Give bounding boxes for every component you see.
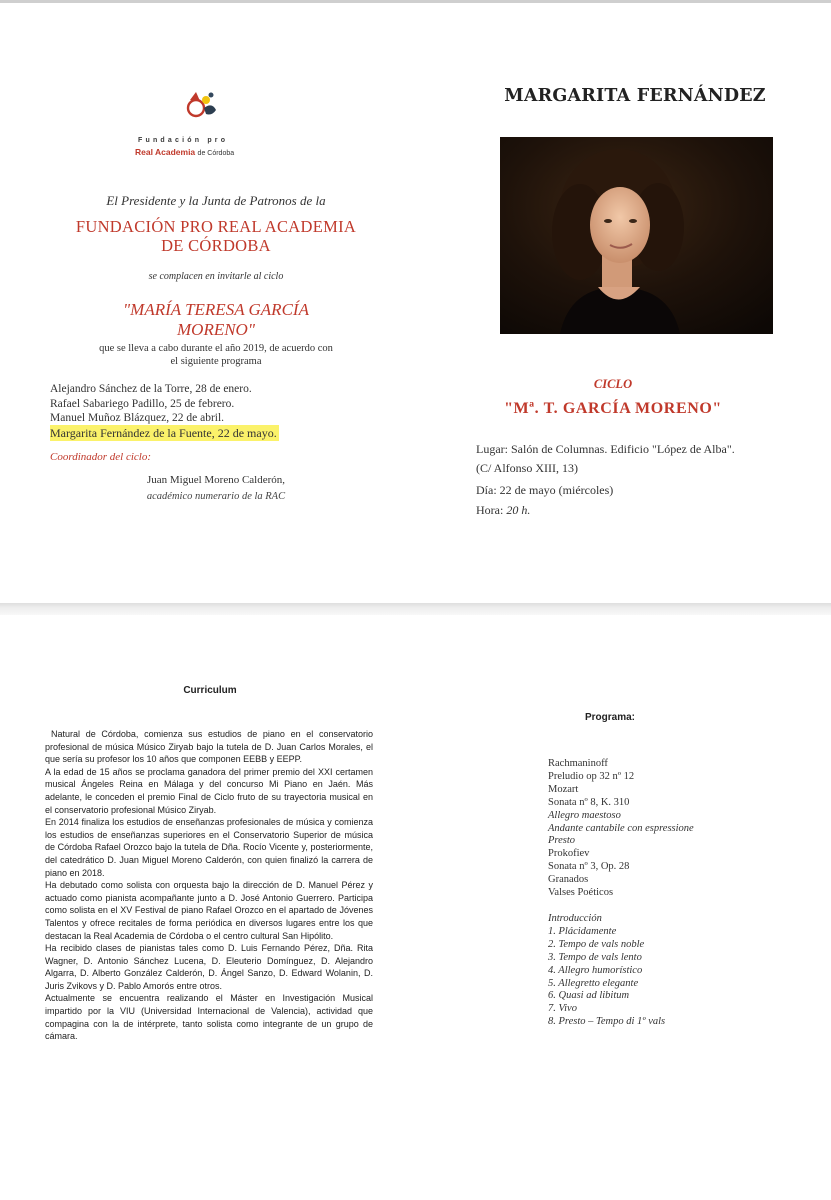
- coordinator-name: Juan Miguel Moreno Calderón,: [146, 474, 286, 486]
- logo-yellow-dot: [202, 96, 210, 104]
- concert-schedule: [50, 382, 370, 441]
- ciclo-title: "Mª. T. GARCÍA MORENO": [504, 400, 722, 417]
- foundation-name-line2: DE CÓRDOBA: [161, 236, 271, 255]
- foundation-logo: [182, 88, 222, 124]
- programa-item: Rachmaninoff: [548, 758, 608, 769]
- ciclo-label: CICLO: [593, 377, 633, 391]
- page-divider: [0, 603, 831, 615]
- curriculum-paragraph: Natural de Córdoba, comienza sus estudios de piano en el conservatorio profesional de música Músico Ziryab bajo la tutela de D. Juan Carlos Morales, el que sería su profesor los 10 años que componen EEBB y EEPP.: [45, 729, 373, 765]
- programa-item: Sonata nº 3, Op. 28: [548, 861, 630, 873]
- programa-item: Mozart: [548, 783, 579, 795]
- concert-entry: Alejandro Sánchez de la Torre, 28 de enero.: [50, 383, 252, 395]
- logo-red-ring: [188, 100, 204, 116]
- foundation-name-line1: FUNDACIÓN PRO REAL ACADEMIA: [75, 217, 357, 236]
- cycle-name-line2: MORENO": [177, 320, 255, 339]
- cycle-desc-line1: que se lleva a cabo durante el año 2019, de acuerdo con: [99, 343, 333, 354]
- programa-title: Programa:: [584, 712, 635, 723]
- programa-item: Sonata nº 8, K. 310: [548, 796, 630, 808]
- curriculum-paragraph: A la edad de 15 años se proclama ganadora del primer premio del XXI certamen musical Ángeles Reina en Málaga y del concurso Mi Piano en Jaén. Más adelante, le conceden el premio Final de Ciclo fruto de su trayectoria musical en el conservatorio profesional Músico Ziryab.: [45, 766, 373, 815]
- vals-item: 1. Plácidamente: [548, 925, 617, 937]
- programa-item: Presto: [548, 835, 576, 847]
- cycle-name-line1: "MARÍA TERESA GARCÍA: [123, 300, 309, 319]
- programa-item: Andante cantabile con espressione: [548, 822, 694, 834]
- vals-item: 7. Vivo: [548, 1003, 577, 1015]
- programa-item: Prokofiev: [548, 848, 590, 860]
- date-label: Día:: [476, 483, 497, 497]
- cycle-desc-line2: el siguiente programa: [170, 356, 262, 367]
- programa-list: [548, 758, 778, 1029]
- vals-item: 2. Tempo de vals noble: [548, 938, 645, 950]
- vals-item: 6. Quasi ad libitum: [548, 990, 630, 1002]
- venue-info: Lugar: Salón de Columnas. Edificio "López de Alba".: [476, 442, 735, 456]
- date-info: [476, 483, 613, 498]
- curriculum-paragraph: Actualmente se encuentra realizando el Máster en Investigación Musical impartido por la VIU (Universidad Internacional de Valencia), actividad que compagina con la de intérprete, tanto solista como integrante de un grupo de cámara.: [45, 993, 373, 1042]
- date-value: 22 de mayo (miércoles): [499, 483, 614, 497]
- venue-address: (C/ Alfonso XIII, 13): [476, 461, 578, 475]
- vals-item: 8. Presto – Tempo di 1º vals: [548, 1016, 666, 1028]
- vals-item: Introducción: [548, 912, 602, 924]
- vals-item: 5. Allegretto elegante: [548, 977, 639, 989]
- concert-entry: Rafael Sabariego Padillo, 25 de febrero.: [50, 397, 235, 410]
- face-shape: [590, 187, 650, 263]
- logo-text-line1: Fundación pro: [138, 137, 229, 144]
- performer-name: MARGARITA FERNÁNDEZ: [504, 86, 766, 106]
- logo-dark-shape: [204, 105, 216, 114]
- logo-text-red: Real Academia: [135, 147, 196, 157]
- cycle-description: [40, 342, 392, 368]
- logo-red-flame: [190, 92, 200, 101]
- logo-dark-dot: [209, 93, 214, 98]
- foundation-name: [40, 217, 392, 255]
- invite-text: se complacen en invitarle al ciclo: [148, 271, 284, 282]
- curriculum-title: Curriculum: [183, 685, 237, 696]
- curriculum-paragraph: Ha recibido clases de pianistas tales como D. Luis Fernando Pérez, Dña. Rita Wagner, D. Antonio Sánchez Lucena, D. Eleuterio Domínguez, D. Alejandro Algarra, D. Alberto González Calderón, D. Ángel Sanzo, D. Edward Wolanin, D. Juris Zvikovs y D. Pablo Amorós entre otros.: [45, 943, 373, 991]
- performer-photo: [500, 137, 773, 334]
- logo-text-dark: de Córdoba: [197, 150, 235, 157]
- programa-item: Granados: [548, 874, 589, 886]
- programa-item: Allegro maestoso: [548, 809, 621, 821]
- invitation-intro: El Presidente y la Junta de Patronos de la: [106, 193, 326, 208]
- coordinator-role: académico numerario de la RAC: [146, 491, 286, 502]
- time-label: Hora:: [476, 503, 504, 517]
- vals-item: 3. Tempo de vals lento: [548, 951, 642, 963]
- concert-entry: Manuel Muñoz Blázquez, 22 de abril.: [50, 412, 225, 424]
- coordinator-label: Coordinador del ciclo:: [50, 451, 152, 463]
- curriculum-paragraph: En 2014 finaliza los estudios de enseñanzas profesionales de música y comienza los estudios de enseñanzas superiores en el Conservatorio Superior de música de Córdoba Rafael Orozco bajo la tutela de Dña. Rocío Vicente y, posteriormente, del catedrático D. Juan Miguel Moreno Calderón, con quien finalizó la carrera de piano en 2018.: [45, 817, 373, 878]
- programa-item: Preludio op 32 nº 12: [548, 770, 635, 782]
- programa-item: Valses Poéticos: [548, 887, 614, 899]
- vals-item: 4. Allegro humorístico: [548, 964, 643, 976]
- cycle-name: [40, 300, 392, 340]
- top-border: [0, 0, 831, 3]
- time-value: 20 h.: [506, 503, 531, 517]
- curriculum-paragraph: Ha debutado como solista con orquesta bajo la dirección de D. Manuel Pérez y actuado como pianista acompañante junto a D. José Antonio Guerrero. Participa como solista en el XV Festival de piano Rafael Orozco en el apartado de Jóvenes Talentos y ofrece recitales de forma periódica en diversos lugares entre los que destacan la Real Academia de Córdoba o el centro cultural San Hipólito.: [45, 880, 373, 941]
- logo-text-line2: [135, 147, 295, 157]
- curriculum-body: [45, 728, 373, 1043]
- time-info: [476, 503, 530, 518]
- highlighted-concert-entry: Margarita Fernández de la Fuente, 22 de mayo.: [50, 425, 277, 440]
